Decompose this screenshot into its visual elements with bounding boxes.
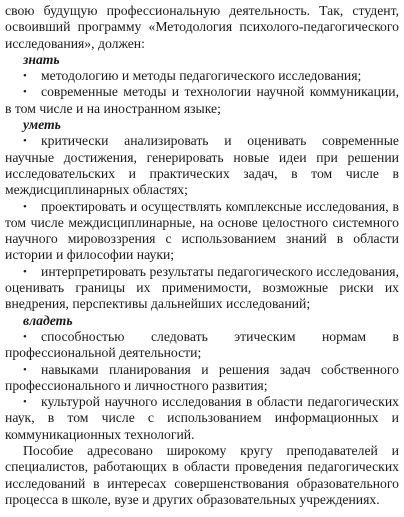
list-item-text: интерпретировать результаты педагогического исследования, оценивать границы их применимости, возможные риски их внедрения, перспективы дальнейших исследований; xyxy=(5,263,399,312)
heading-be-able: уметь xyxy=(23,117,61,133)
document-page xyxy=(5,3,399,508)
list-item-text: критически анализировать и оценивать современные научные достижения, генерировать новые идеи при решении исследовательских и практических задач, в том числе в междисциплинарных областях; xyxy=(5,133,399,198)
list-item xyxy=(5,264,399,313)
bullet-icon: • xyxy=(23,86,27,99)
list-item xyxy=(5,84,399,117)
bullet-icon: • xyxy=(23,396,27,409)
bullet-icon: • xyxy=(23,363,27,376)
closing-paragraph: Пособие адресовано широкому кругу преподавателей и специалистов, работающих в области проведения педагогических исследований в интересах совершенствования образовательного процесса в школе, вузе и других образовательных учреждениях. xyxy=(5,443,399,507)
bullet-icon: • xyxy=(23,200,27,213)
list-item-text: культурой научного исследования в области педагогических наук, в том числе с использованием информационных и коммуникационных технологий. xyxy=(5,394,399,442)
list-item xyxy=(5,133,399,198)
bullet-icon: • xyxy=(23,330,27,343)
list-item xyxy=(5,68,399,84)
heading-know: знать xyxy=(23,51,60,67)
list-item-text: способностью следовать этическим нормам в профессиональной деятельности; xyxy=(5,328,399,361)
list-item xyxy=(5,394,399,443)
list-item-text: современные методы и технологии научной коммуникации, в том числе и на иностранном языке; xyxy=(5,84,399,116)
bullet-icon: • xyxy=(23,135,27,148)
list-item-text: навыками планирования и решения задач собственного профессионального и личностного развития; xyxy=(5,361,399,393)
list-item xyxy=(5,362,399,395)
intro-paragraph: свою будущую профессиональную деятельность. Так, студент, освоивший программу «Методология психолого-педагогического исследования», должен: xyxy=(5,3,399,51)
list-item-text: проектировать и осуществлять комплексные исследования, в том числе междисциплинарные, на основе целостного системного научного мировоззрения с использованием знаний в области истории и философии науки; xyxy=(5,198,399,263)
heading-master: владеть xyxy=(23,312,73,328)
bullet-icon: • xyxy=(23,265,27,278)
list-item xyxy=(5,199,399,264)
bullet-icon: • xyxy=(23,70,27,83)
list-item-text: методологию и методы педагогического исследования; xyxy=(41,68,362,84)
list-item xyxy=(5,329,399,362)
